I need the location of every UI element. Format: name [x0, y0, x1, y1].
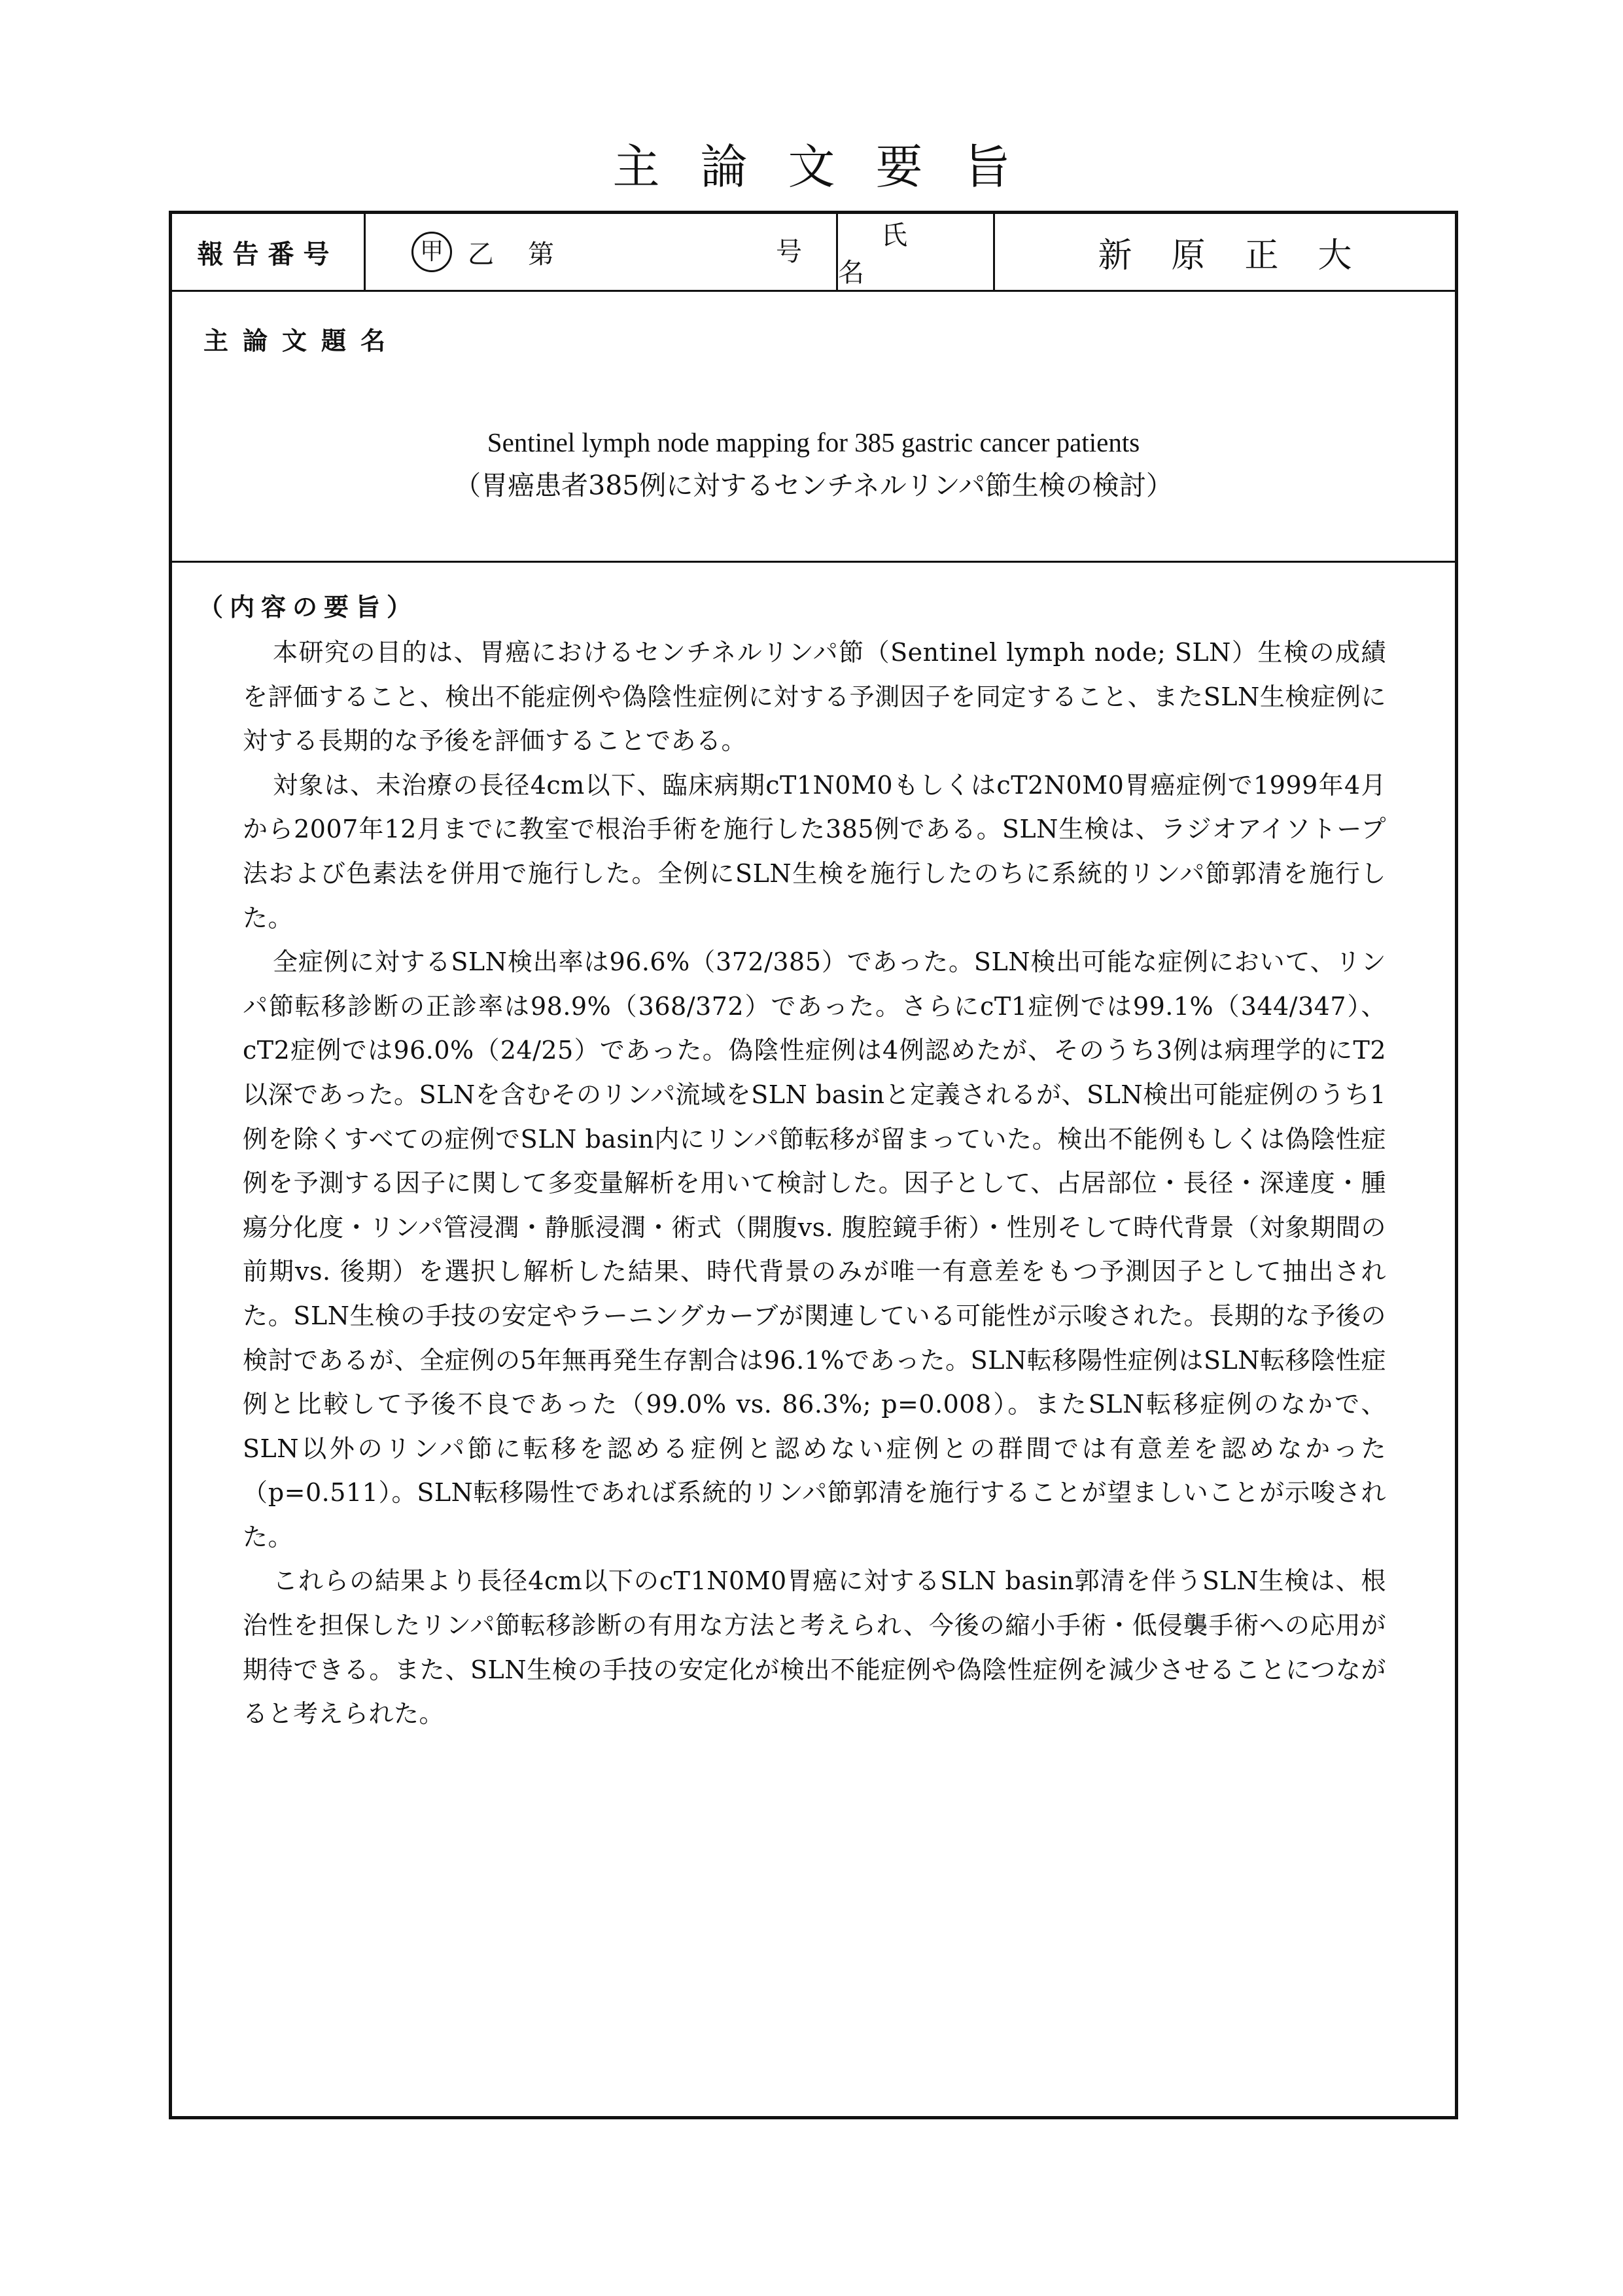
go-suffix: 号 [776, 237, 802, 267]
report-number-label: 報告番号 [172, 214, 366, 290]
summary-paragraph: 本研究の目的は、胃癌におけるセンチネルリンパ節（Sentinel lymph node; SLN）生検の成績を評価すること、検出不能症例や偽陰性症例に対する予測因子を同定すること、またSLN生検症例に対する長期的な予後を評価することである。 [243, 638, 1386, 756]
thesis-title-section [172, 292, 1455, 563]
summary-body [243, 631, 1386, 1737]
summary-paragraph: これらの結果より長径4cm以下のcT1N0M0胃癌に対するSLN basin郭清を伴うSLN生検は、根治性を担保したリンパ節転移診断の有用な方法と考えられ、今後の縮小手術・低侵襲手術への応用が期待できる。また、SLN生検の手技の安定化が検出不能症例や偽陰性症例を減少させることにつながると考えられた。 [243, 1566, 1386, 1729]
document-title: 主論文要旨 [612, 139, 1051, 194]
report-header-row [172, 214, 1455, 292]
summary-label: （内容の要旨） [198, 593, 419, 622]
kou-circled-mark: 甲 [411, 232, 452, 272]
summary-paragraph: 対象は、未治療の長径4cm以下、臨床病期cT1N0M0もしくはcT2N0M0胃癌症例で1999年4月から2007年12月までに教室で根治手術を施行した385例である。SLN生検は、ラジオアイソトープ法および色素法を併用で施行した。全例にSLN生検を施行したのちに系統的リンパ節郭清を施行した。 [243, 770, 1386, 932]
author-name: 新原正大 [1098, 236, 1391, 275]
summary-paragraph: 全症例に対するSLN検出率は96.6%（372/385）であった。SLN検出可能な症例において、リンパ節転移診断の正診率は98.9%（368/372）であった。さらにcT1症例では99.1%（344/347）、cT2症例では96.0%（24/25）であった。偽陰性症例は4例認めたが、そのうち3例は病理学的にT2以深であった。SLNを含むそのリンパ流域をSLN basinと定義されるが、SLN検出可能症例のうち1例を除くすべての症例でSLN basin内にリンパ節転移が留まっていた。検出不能例もしくは偽陰性症例を予測する因子に関して多変量解析を用いて検討した。因子として、占居部位・長径・深達度・腫瘍分化度・リンパ管浸潤・静脈浸潤・術式（開腹vs. 腹腔鏡手術）・性別そして時代背景（対象期間の前期vs. 後期）を選択し解析した結果、時代背景のみが唯一有意差をもつ予測因子として抽出された。SLN生検の手技の安定やラーニングカーブが関連している可能性が示唆された。長期的な予後の検討であるが、全症例の5年無再発生存割合は96.1%であった。SLN転移陽性症例はSLN転移陰性症例と比較して予後不良であった（99.0% vs. 86.3%; p=0.008）。またSLN転移症例のなかで、SLN以外のリンパ節に転移を認める症例と認めない症例との群間では有意差を認めなかった（p=0.511）。SLN転移陽性であれば系統的リンパ節郭清を施行することが望ましいことが示唆された。 [243, 947, 1386, 1551]
thesis-title-label: 主論文題名 [203, 327, 400, 355]
dai-prefix: 第 [528, 239, 554, 270]
thesis-title-english: Sentinel lymph node mapping for 385 gastric cancer patients [487, 427, 1140, 457]
thesis-title-japanese: （胃癌患者385例に対するセンチネルリンパ節生検の検討） [454, 470, 1173, 501]
otsu-mark: 乙 [468, 239, 494, 270]
report-number-cell [366, 214, 838, 290]
name-label: 氏名 [838, 214, 995, 290]
form-frame [169, 211, 1458, 2119]
